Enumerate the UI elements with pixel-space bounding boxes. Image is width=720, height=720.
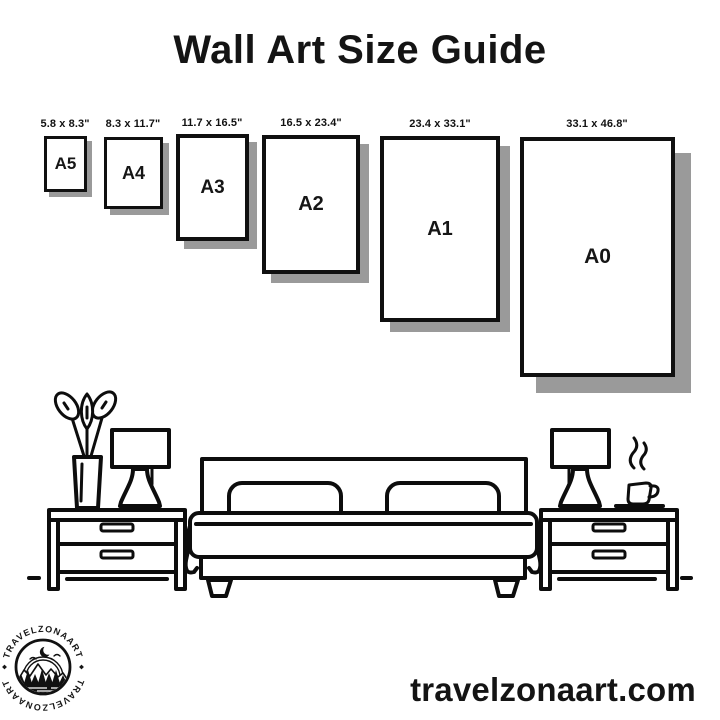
frame-a0-label: A0 [584, 245, 611, 268]
badge-text-bottom: TRAVELZONAART [0, 678, 87, 713]
frame-a1-label: A1 [427, 217, 453, 240]
size-label-a3: 11.7 x 16.5" [181, 117, 243, 129]
size-label-a4: 8.3 x 11.7" [105, 118, 161, 130]
size-label-a5: 5.8 x 8.3" [40, 118, 90, 130]
frame-a2 [262, 135, 360, 274]
nightstand-left-icon [49, 510, 185, 589]
potted-plant-icon [51, 388, 121, 508]
coffee-cup-icon [616, 438, 663, 506]
badge-text-top: TRAVELZONAART [1, 623, 85, 660]
badge-dot-left [2, 665, 7, 670]
frame-a1 [380, 136, 500, 322]
size-label-a1: 23.4 x 33.1" [409, 118, 471, 130]
frame-a4 [104, 137, 163, 209]
table-lamp-left-icon [112, 430, 169, 506]
frame-a0 [520, 137, 675, 377]
frame-a3-label: A3 [200, 176, 225, 198]
bedroom-scene-illustration [0, 380, 720, 610]
size-label-a2: 16.5 x 23.4" [280, 117, 342, 129]
frame-a5-label: A5 [54, 154, 77, 173]
badge-dot-right [79, 665, 84, 670]
table-lamp-right-icon [552, 430, 609, 506]
double-bed-icon [186, 459, 541, 596]
frame-a3 [176, 134, 249, 241]
frame-a2-label: A2 [298, 193, 324, 215]
travelzonaart-logo-badge [0, 622, 93, 718]
page-title: Wall Art Size Guide [173, 28, 547, 72]
frame-a4-label: A4 [121, 162, 145, 183]
website-url: travelzonaart.com [410, 671, 696, 708]
size-label-a0: 33.1 x 46.8" [566, 118, 628, 130]
nightstand-right-icon [541, 510, 677, 589]
frame-a5 [44, 136, 87, 192]
